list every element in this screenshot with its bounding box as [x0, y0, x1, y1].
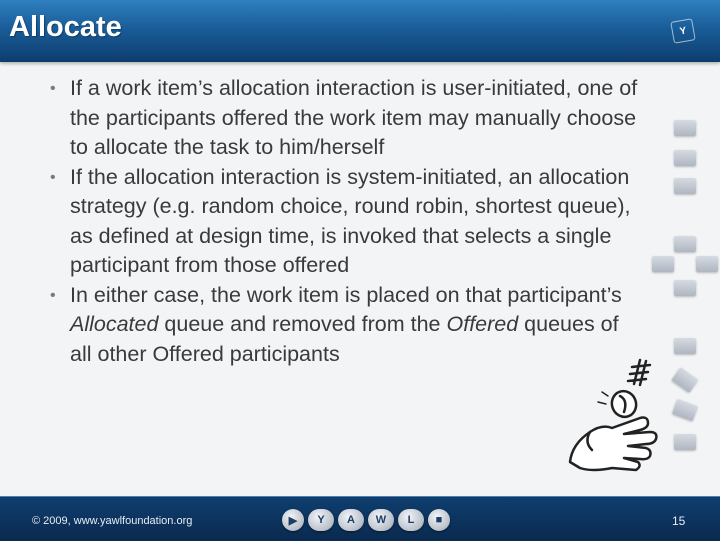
yawl-logo-icon: Y — [670, 18, 695, 43]
copyright-text: © 2009, www.yawlfoundation.org — [32, 515, 193, 527]
slide-content — [46, 74, 644, 369]
bullet-text: Allocated — [70, 312, 159, 336]
decorative-tile — [696, 256, 718, 272]
slide-header — [0, 0, 720, 62]
w-letter-button[interactable]: W — [368, 509, 394, 531]
bullet-text: If a work item’s allocation interaction is user-initiated, one of the participants offered the work item may manually choose to allocate the task to him/herself — [70, 76, 638, 159]
bullet-text: In either case, the work item is placed on that participant’s — [70, 282, 622, 307]
bullet-dot-icon: • — [50, 80, 56, 97]
bullet-item — [46, 163, 644, 281]
decorative-tile — [674, 178, 696, 194]
bullet-text: queues of all other Offered participants — [70, 312, 619, 366]
bullet-dot-icon: • — [50, 286, 56, 304]
y-letter-button[interactable]: Y — [308, 509, 334, 531]
decorative-tile — [674, 280, 696, 296]
bullet-text: If the allocation interaction is system-initiated, an allocation strategy (e.g. random choice, round robin, shortest queue), as defined at design time, is invoked that selects a single participant from those offered — [70, 164, 631, 277]
decorative-tile — [674, 150, 696, 166]
decorative-tile — [674, 338, 696, 354]
slide-title: Allocate — [9, 11, 122, 43]
bullet-item — [46, 74, 644, 163]
bullet-text: Offered — [446, 312, 519, 336]
decorative-tile — [674, 236, 696, 252]
page-number: 15 — [672, 514, 686, 528]
bullet-dot-icon: • — [50, 168, 56, 186]
hand-tossing-coin-icon — [562, 352, 672, 477]
play-button[interactable]: ▶ — [282, 509, 304, 531]
bullet-item — [46, 281, 644, 370]
stop-button[interactable]: ■ — [428, 509, 450, 531]
a-letter-button[interactable]: A — [338, 509, 364, 531]
nav-controls — [282, 509, 450, 531]
bullet-text: queue and removed from the — [158, 312, 447, 336]
l-letter-button[interactable]: L — [398, 509, 424, 531]
decorative-tile — [674, 120, 696, 136]
slide-footer — [0, 496, 720, 541]
decorative-tile — [652, 256, 674, 272]
decorative-tile — [672, 399, 698, 422]
decorative-tile — [671, 367, 698, 393]
decorative-tile — [674, 434, 696, 450]
